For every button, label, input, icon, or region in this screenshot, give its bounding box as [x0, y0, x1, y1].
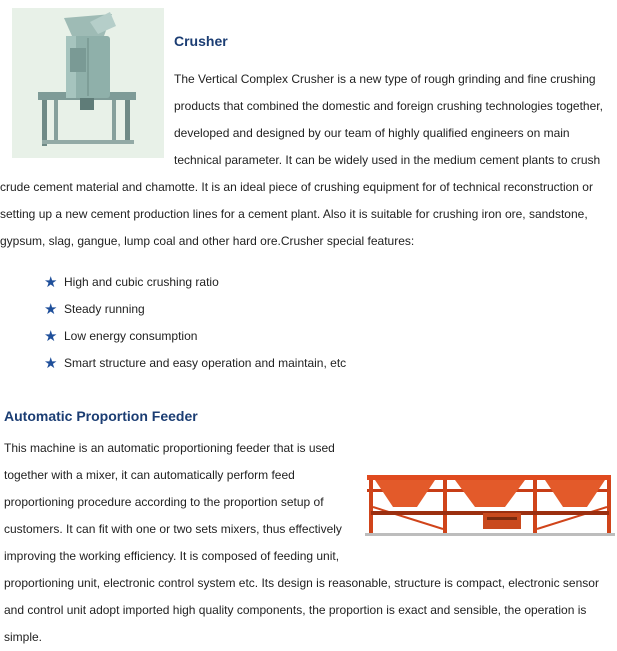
star-icon: ★: [44, 274, 58, 291]
feature-label: Steady running: [64, 302, 145, 316]
feature-item: [44, 350, 617, 377]
feature-item: [44, 296, 617, 323]
star-icon: ★: [44, 328, 58, 345]
crusher-title: Crusher: [174, 33, 228, 49]
vertical-crusher-machine-icon: [12, 8, 164, 158]
crusher-image: [12, 8, 164, 161]
star-icon: ★: [44, 301, 58, 318]
crusher-description: The Vertical Complex Crusher is a new type of rough grinding and fine crushing products that combined the domestic and foreign crushing technologies together, developed and designed by our team of highly qualified engineers on main technical parameter. It can be widely used in the medium cement plants to crush crude cement material and chamotte. It is an ideal piece of crushing equipment for of technical reconstruction or setting up a new cement production lines for a cement plant. Also it is suitable for crushing iron ore, sandstone, gypsum, slag, gangue, lump coal and other hard ore.Crusher special features:: [0, 72, 603, 248]
feature-item: [44, 269, 617, 296]
feeder-description: This machine is an automatic proportioning feeder that is used together with a mixer, it can automatically perform feed proportioning procedure according to the proportion setup of customers. It can fit with one or two sets mixers, thus effectively improving the working efficiency. It is composed of feeding unit, proportioning unit, electronic control system etc. Its design is reasonable, structure is compact, electronic sensor and control unit adopt imported high quality components, the proportion is exact and sensible, the operation is simple.: [4, 441, 599, 644]
feeder-section: [0, 395, 617, 644]
feature-item: [44, 323, 617, 350]
feeder-image: [365, 467, 615, 540]
feeder-title: Automatic Proportion Feeder: [4, 408, 198, 424]
proportion-feeder-machine-icon: [365, 467, 615, 537]
feature-label: Smart structure and easy operation and maintain, etc: [64, 356, 347, 370]
feature-label: Low energy consumption: [64, 329, 198, 343]
star-icon: ★: [44, 355, 58, 372]
feature-label: High and cubic crushing ratio: [64, 275, 219, 289]
crusher-features-list: [44, 269, 617, 377]
